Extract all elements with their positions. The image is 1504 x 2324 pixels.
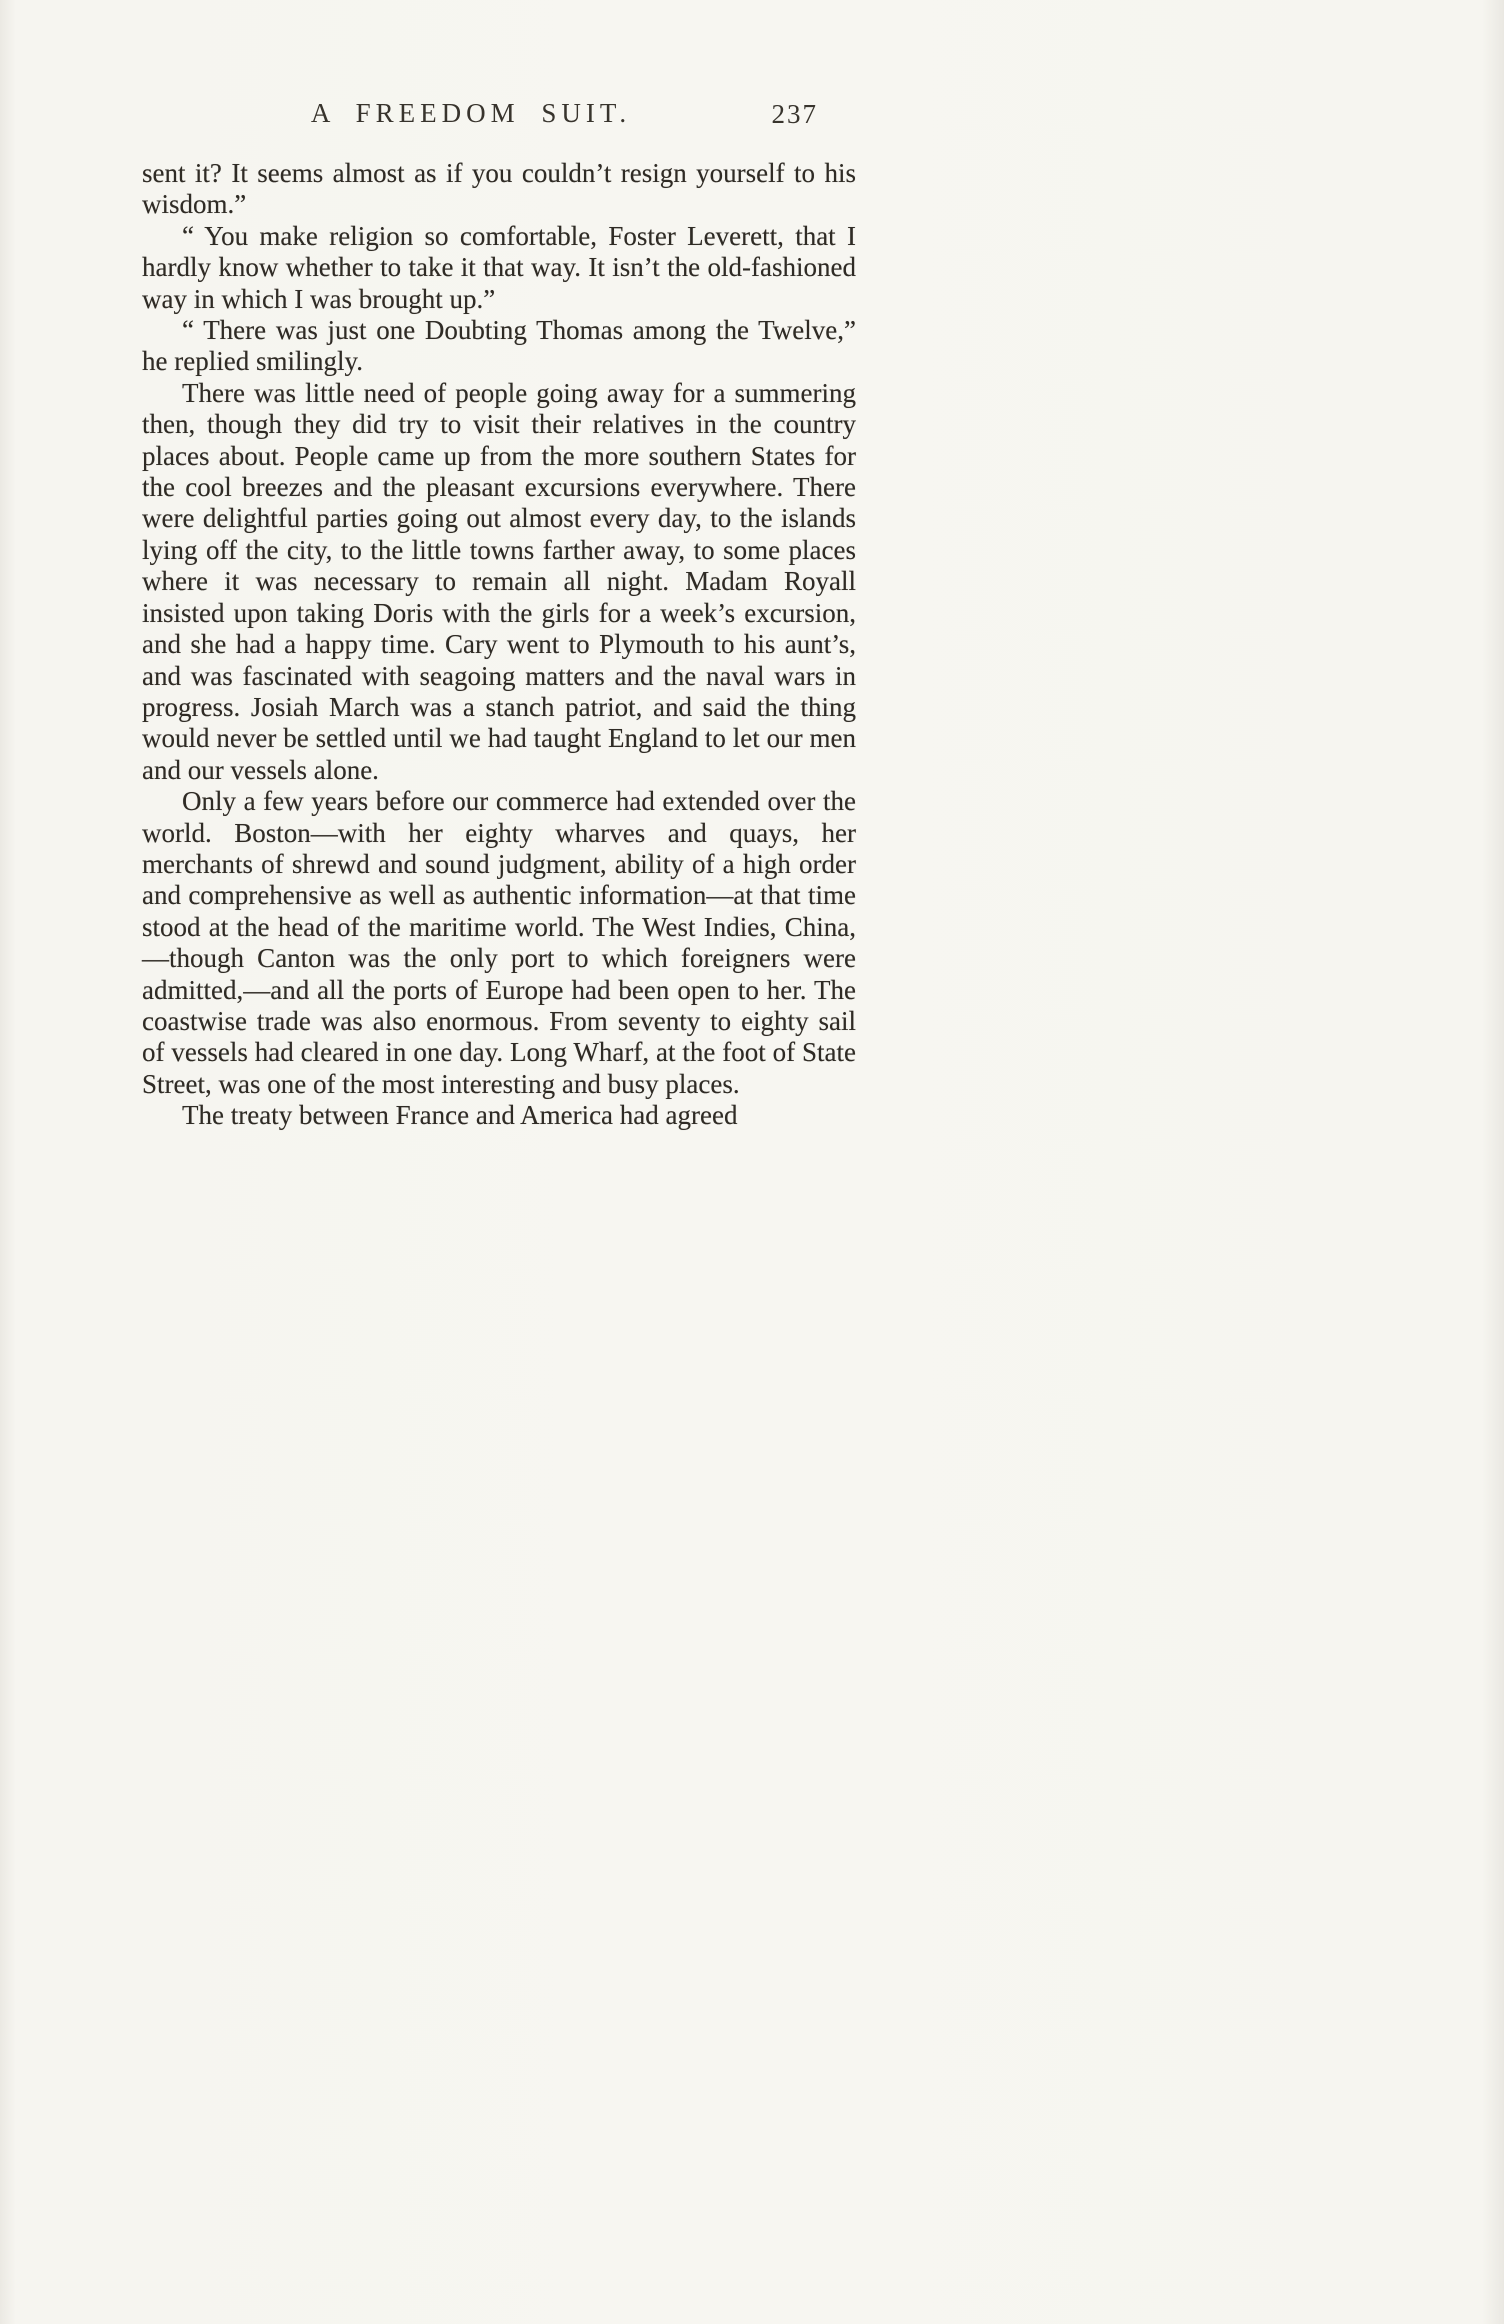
paragraph: Only a few years before our commerce had extended over the world. Boston—with her eighty wharves and quays, her merchants of shrewd and sound judgment, ability of a high order and comprehensive as well as authentic information—at that time stood at the head of the maritime world. The West Indies, China,—though Canton was the only port to which foreigners were admitted,—and all the ports of Europe had been open to her. The coastwise trade was also enormous. From seventy to eighty sail of vessels had cleared in one day. Long Wharf, at the foot of State Street, was one of the most interesting and busy places. bbox=[142, 786, 856, 1099]
page-body bbox=[142, 158, 856, 1132]
running-header-title: A FREEDOM SUIT. bbox=[310, 98, 632, 128]
paragraph: The treaty between France and America had agreed bbox=[182, 1100, 738, 1131]
paragraph: “ You make religion so comfortable, Foster Leverett, that I hardly know whether to take it that way. It isn’t the old-fashioned way in which I was brought up.” bbox=[142, 220, 856, 314]
paragraph: “ There was just one Doubting Thomas among the Twelve,” he replied smilingly. bbox=[142, 315, 856, 377]
paragraph-continuation: sent it? It seems almost as if you couldn’t resign yourself to his wisdom.” bbox=[142, 158, 856, 220]
page-number: 237 bbox=[771, 99, 818, 129]
paragraph: There was little need of people going away for a summering then, though they did try to visit their relatives in the country places about. People came up from the more southern States for the cool breezes and the pleasant excursions everywhere. There were delightful parties going out almost every day, to the islands lying off the city, to the little towns farther away, to some places where it was necessary to remain all night. Madam Royall insisted upon taking Doris with the girls for a week’s excursion, and she had a happy time. Cary went to Plymouth to his aunt’s, and was fascinated with seagoing matters and the naval wars in progress. Josiah March was a stanch patriot, and said the thing would never be settled until we had taught England to let our men and our vessels alone. bbox=[142, 377, 856, 785]
text-block bbox=[142, 98, 856, 1132]
page-header bbox=[142, 98, 856, 132]
